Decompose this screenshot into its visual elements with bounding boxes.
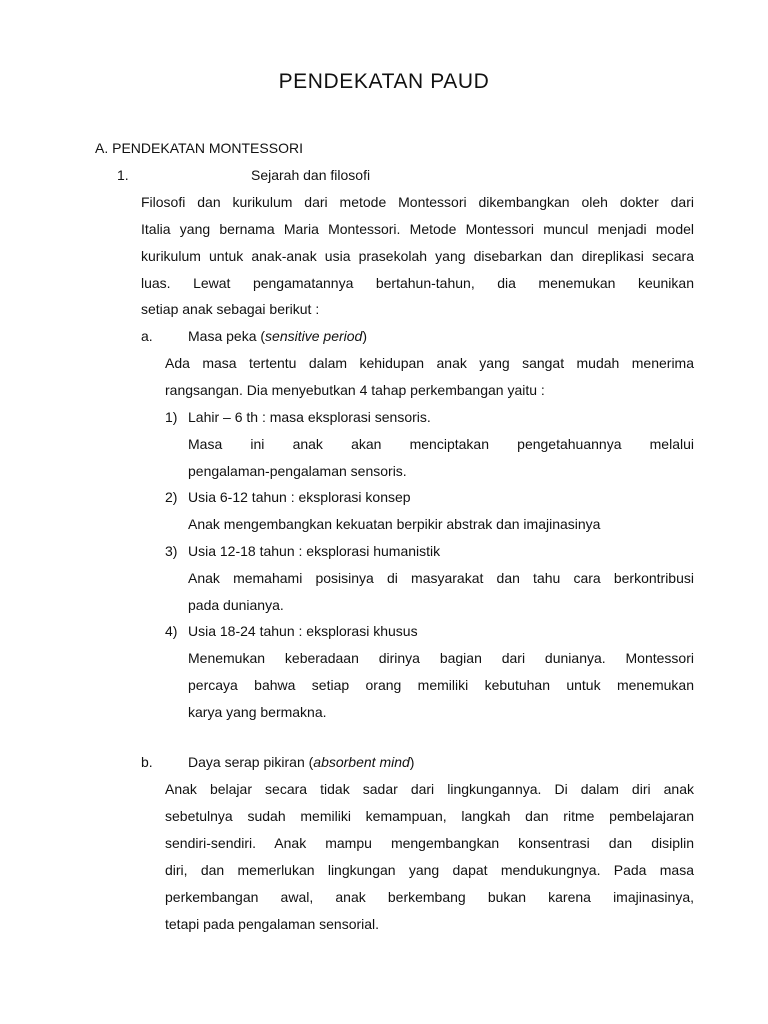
subsection-title: Masa peka (sensitive period) (188, 328, 367, 344)
paragraph-line: rangsangan. Dia menyebutkan 4 tahap perkembangan yaitu : (165, 382, 545, 398)
subsection-marker: a. (141, 328, 153, 344)
stage-title: Usia 18-24 tahun : eksplorasi khusus (188, 623, 418, 639)
stage-desc: pada dunianya. (188, 597, 284, 613)
paragraph-line: Anak belajar secara tidak sadar dari lingkungannya. Di dalam diri anak (165, 781, 694, 797)
paragraph-line: Ada masa tertentu dalam kehidupan anak yang sangat mudah menerima (165, 355, 694, 371)
item-title: Sejarah dan filosofi (251, 167, 371, 183)
stage-desc: percaya bahwa setiap orang memiliki kebutuhan untuk menemukan (188, 677, 694, 693)
item-number: 1. (117, 167, 129, 183)
paragraph-line: sebetulnya sudah memiliki kemampuan, langkah dan ritme pembelajaran (165, 808, 694, 824)
stage-desc: pengalaman-pengalaman sensoris. (188, 463, 407, 479)
paragraph-line: sendiri-sendiri. Anak mampu mengembangkan konsentrasi dan disiplin (165, 835, 694, 851)
stage-marker: 3) (165, 543, 178, 559)
stage-title: Usia 12-18 tahun : eksplorasi humanistik (188, 543, 441, 559)
paragraph-line: diri, dan memerlukan lingkungan yang dapat mendukungnya. Pada masa (165, 862, 694, 878)
intro-line: Filosofi dan kurikulum dari metode Montessori dikembangkan oleh dokter dari (141, 194, 694, 210)
intro-line: luas. Lewat pengamatannya bertahun-tahun, dia menemukan keunikan (141, 275, 694, 291)
subsection-marker: b. (141, 754, 153, 770)
stage-desc: Anak mengembangkan kekuatan berpikir abstrak dan imajinasinya (188, 516, 601, 532)
stage-marker: 2) (165, 489, 178, 505)
paragraph-line: tetapi pada pengalaman sensorial. (165, 916, 380, 932)
stage-title: Lahir – 6 th : masa eksplorasi sensoris. (188, 409, 431, 425)
stage-desc: Menemukan keberadaan dirinya bagian dari dunianya. Montessori (188, 650, 694, 666)
stage-desc: Masa ini anak akan menciptakan pengetahuannya melalui (188, 436, 694, 452)
page-title: PENDEKATAN PAUD (278, 70, 490, 93)
intro-line: Italia yang bernama Maria Montessori. Metode Montessori muncul menjadi model (141, 221, 694, 237)
intro-line: kurikulum untuk anak-anak usia prasekolah yang disebarkan dan direplikasi secara (141, 248, 694, 264)
stage-title: Usia 6-12 tahun : eksplorasi konsep (188, 489, 411, 505)
stage-marker: 4) (165, 623, 178, 639)
paragraph-line: perkembangan awal, anak berkembang bukan karena imajinasinya, (165, 889, 694, 905)
stage-desc: Anak memahami posisinya di masyarakat dan tahu cara berkontribusi (188, 570, 694, 586)
stage-marker: 1) (165, 409, 178, 425)
intro-line: setiap anak sebagai berikut : (141, 301, 320, 317)
subsection-title: Daya serap pikiran (absorbent mind) (188, 754, 415, 770)
section-heading: A. PENDEKATAN MONTESSORI (95, 140, 303, 156)
stage-desc: karya yang bermakna. (188, 704, 327, 720)
